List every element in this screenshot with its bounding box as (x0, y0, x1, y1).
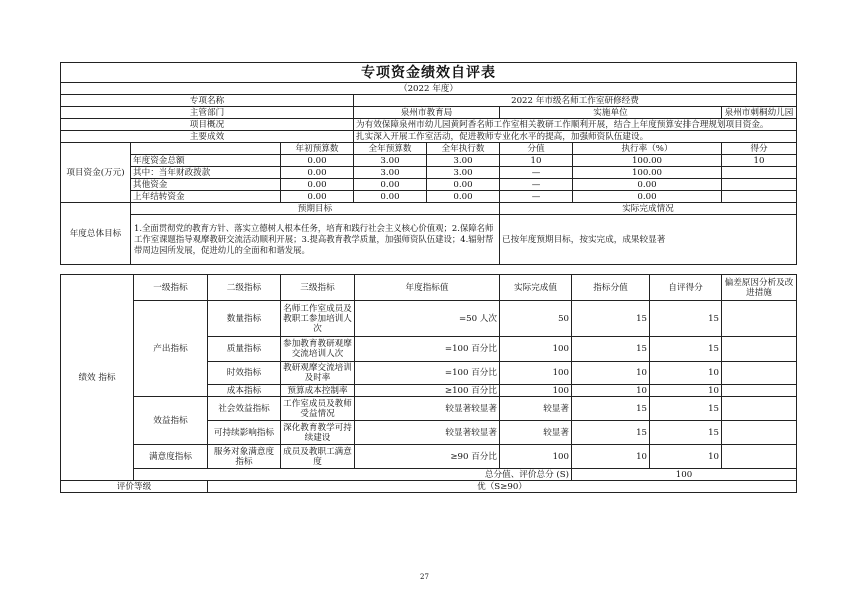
funds-score (722, 167, 797, 179)
target-cell: 较显著较显著 (355, 397, 500, 421)
funds-rate: 100.00 (573, 167, 722, 179)
value-cell: 10 (572, 445, 650, 469)
grade-value: 优（S≥90） (208, 481, 797, 493)
target-cell: ≥100 百分比 (355, 385, 500, 397)
page-number: 27 (420, 573, 429, 581)
funds-initial: 0.00 (281, 155, 354, 167)
level2-cell: 服务对象满意度指标 (208, 445, 281, 469)
results-value: 扎实深入开展工作室活动，促进教师专业化水平的提高，加强师资队伍建设。 (354, 131, 797, 143)
level3-cell: 参加教育教研观摩交流培训人次 (281, 337, 355, 362)
actual-text: 已按年度预期目标，按实完成，成果较显著 (500, 215, 797, 265)
level1-cell: 产出指标 (134, 301, 208, 397)
total-value: 100 (572, 469, 797, 481)
funds-score (722, 191, 797, 203)
score-cell: 10 (650, 445, 722, 469)
actual-cell: 较显著 (500, 397, 572, 421)
funds-annual: 3.00 (354, 155, 427, 167)
funds-label: 项目资金(万元) (61, 143, 131, 203)
overview-label: 项目概况 (61, 119, 354, 131)
perf-header: 二级指标 (208, 275, 281, 301)
score-cell: 10 (650, 362, 722, 385)
funds-row-name: 年度资金总额 (131, 155, 281, 167)
note-cell (722, 385, 797, 397)
funds-executed: 0.00 (427, 191, 500, 203)
level3-cell: 工作室成员及教师受益情况 (281, 397, 355, 421)
actual-cell: 100 (500, 362, 572, 385)
funds-header: 年初预算数 (281, 143, 354, 155)
value-cell: 10 (572, 362, 650, 385)
funds-score-value: — (500, 167, 573, 179)
value-cell: 15 (572, 397, 650, 421)
score-cell: 15 (650, 337, 722, 362)
funds-initial: 0.00 (281, 167, 354, 179)
expected-text: 1.全面贯彻党的教育方针、落实立德树人根本任务，培育和践行社会主义核心价值观；2.保障名师工作室课题指导观摩教研交流活动顺利开展；3.提高教育教学质量，加强师资队伍建设；4.辐射帮带周边园所发展，促进幼儿的全面和和谐发展。 (131, 215, 500, 265)
funds-executed: 3.00 (427, 167, 500, 179)
value-cell: 15 (572, 421, 650, 445)
impl-label: 实施单位 (500, 107, 722, 119)
note-cell (722, 362, 797, 385)
level2-cell: 时效指标 (208, 362, 281, 385)
level3-cell: 名师工作室成员及教职工参加培训人次 (281, 301, 355, 337)
funds-executed: 3.00 (427, 155, 500, 167)
dept-label: 主管部门 (61, 107, 354, 119)
funds-row (61, 191, 797, 203)
funds-score-value: — (500, 191, 573, 203)
funds-annual: 0.00 (354, 191, 427, 203)
value-cell: 15 (572, 337, 650, 362)
table-row (61, 397, 797, 421)
note-cell (722, 301, 797, 337)
dept-value: 泉州市教育局 (354, 107, 500, 119)
score-cell: 15 (650, 301, 722, 337)
funds-header: 得分 (722, 143, 797, 155)
funds-annual: 3.00 (354, 167, 427, 179)
project-name-value: 2022 年市级名师工作室研修经费 (354, 95, 797, 107)
form-title: 专项资金绩效自评表 (61, 63, 797, 83)
table-row (61, 301, 797, 337)
perf-header: 年度指标值 (355, 275, 500, 301)
actual-cell: 50 (500, 301, 572, 337)
actual-cell: 100 (500, 385, 572, 397)
perf-header: 实际完成值 (500, 275, 572, 301)
level2-cell: 社会效益指标 (208, 397, 281, 421)
score-cell: 15 (650, 421, 722, 445)
actual-cell: 较显著 (500, 421, 572, 445)
perf-header: 三级指标 (281, 275, 355, 301)
funds-header: 执行率（%） (573, 143, 722, 155)
funds-header: 全年执行数 (427, 143, 500, 155)
perf-header: 偏差原因分析及改进措施 (722, 275, 797, 301)
funds-score-value: — (500, 179, 573, 191)
level3-cell: 成员及教职工满意度 (281, 445, 355, 469)
target-cell: =100 百分比 (355, 337, 500, 362)
score-cell: 15 (650, 397, 722, 421)
funds-header: 分值 (500, 143, 573, 155)
funds-annual: 0.00 (354, 179, 427, 191)
project-name-label: 专项名称 (61, 95, 354, 107)
score-cell: 10 (650, 385, 722, 397)
level3-cell: 预算成本控制率 (281, 385, 355, 397)
perf-label: 绩效 指标 (61, 275, 134, 481)
actual-label: 实际完成情况 (500, 203, 797, 215)
note-cell (722, 445, 797, 469)
table-row (61, 445, 797, 469)
funds-row (61, 167, 797, 179)
objective-label: 年度总体目标 (61, 203, 131, 265)
total-label: 总分值、评价总分 (S) (134, 469, 572, 481)
note-cell (722, 421, 797, 445)
actual-cell: 100 (500, 445, 572, 469)
target-cell: 较显著较显著 (355, 421, 500, 445)
summary-table (60, 62, 797, 265)
funds-rate: 0.00 (573, 191, 722, 203)
perf-header: 自评得分 (650, 275, 722, 301)
perf-header: 指标分值 (572, 275, 650, 301)
target-cell: =100 百分比 (355, 362, 500, 385)
form-year: （2022 年度） (61, 83, 797, 95)
funds-executed: 0.00 (427, 179, 500, 191)
level3-cell: 教研观摩交流培训及时率 (281, 362, 355, 385)
funds-score (722, 179, 797, 191)
funds-initial: 0.00 (281, 191, 354, 203)
funds-score: 10 (722, 155, 797, 167)
note-cell (722, 337, 797, 362)
funds-row-name: 其他资金 (131, 179, 281, 191)
funds-rate: 100.00 (573, 155, 722, 167)
level2-cell: 成本指标 (208, 385, 281, 397)
results-label: 主要成效 (61, 131, 354, 143)
grade-label: 评价等级 (61, 481, 208, 493)
overview-value: 为有效保障泉州市幼儿园黄阿香名师工作室相关教研工作顺利开展，结合上年度预算安排合理规划项目资金。 (354, 119, 797, 131)
actual-cell: 100 (500, 337, 572, 362)
funds-row-name: 上年结转资金 (131, 191, 281, 203)
expected-label: 预期目标 (131, 203, 500, 215)
level3-cell: 深化教育教学可持续建设 (281, 421, 355, 445)
value-cell: 10 (572, 385, 650, 397)
funds-score-value: 10 (500, 155, 573, 167)
funds-row-name: 其中：当年财政拨款 (131, 167, 281, 179)
impl-value: 泉州市刺桐幼儿园 (722, 107, 797, 119)
level2-cell: 质量指标 (208, 337, 281, 362)
level2-cell: 可持续影响指标 (208, 421, 281, 445)
level1-cell: 效益指标 (134, 397, 208, 445)
funds-header: 全年预算数 (354, 143, 427, 155)
funds-row (61, 179, 797, 191)
perf-header: 一级指标 (134, 275, 208, 301)
funds-rate: 0.00 (573, 179, 722, 191)
value-cell: 15 (572, 301, 650, 337)
target-cell: =50 人次 (355, 301, 500, 337)
level2-cell: 数量指标 (208, 301, 281, 337)
target-cell: ≥90 百分比 (355, 445, 500, 469)
performance-table (60, 274, 797, 493)
note-cell (722, 397, 797, 421)
level1-cell: 满意度指标 (134, 445, 208, 469)
funds-row (61, 155, 797, 167)
funds-initial: 0.00 (281, 179, 354, 191)
